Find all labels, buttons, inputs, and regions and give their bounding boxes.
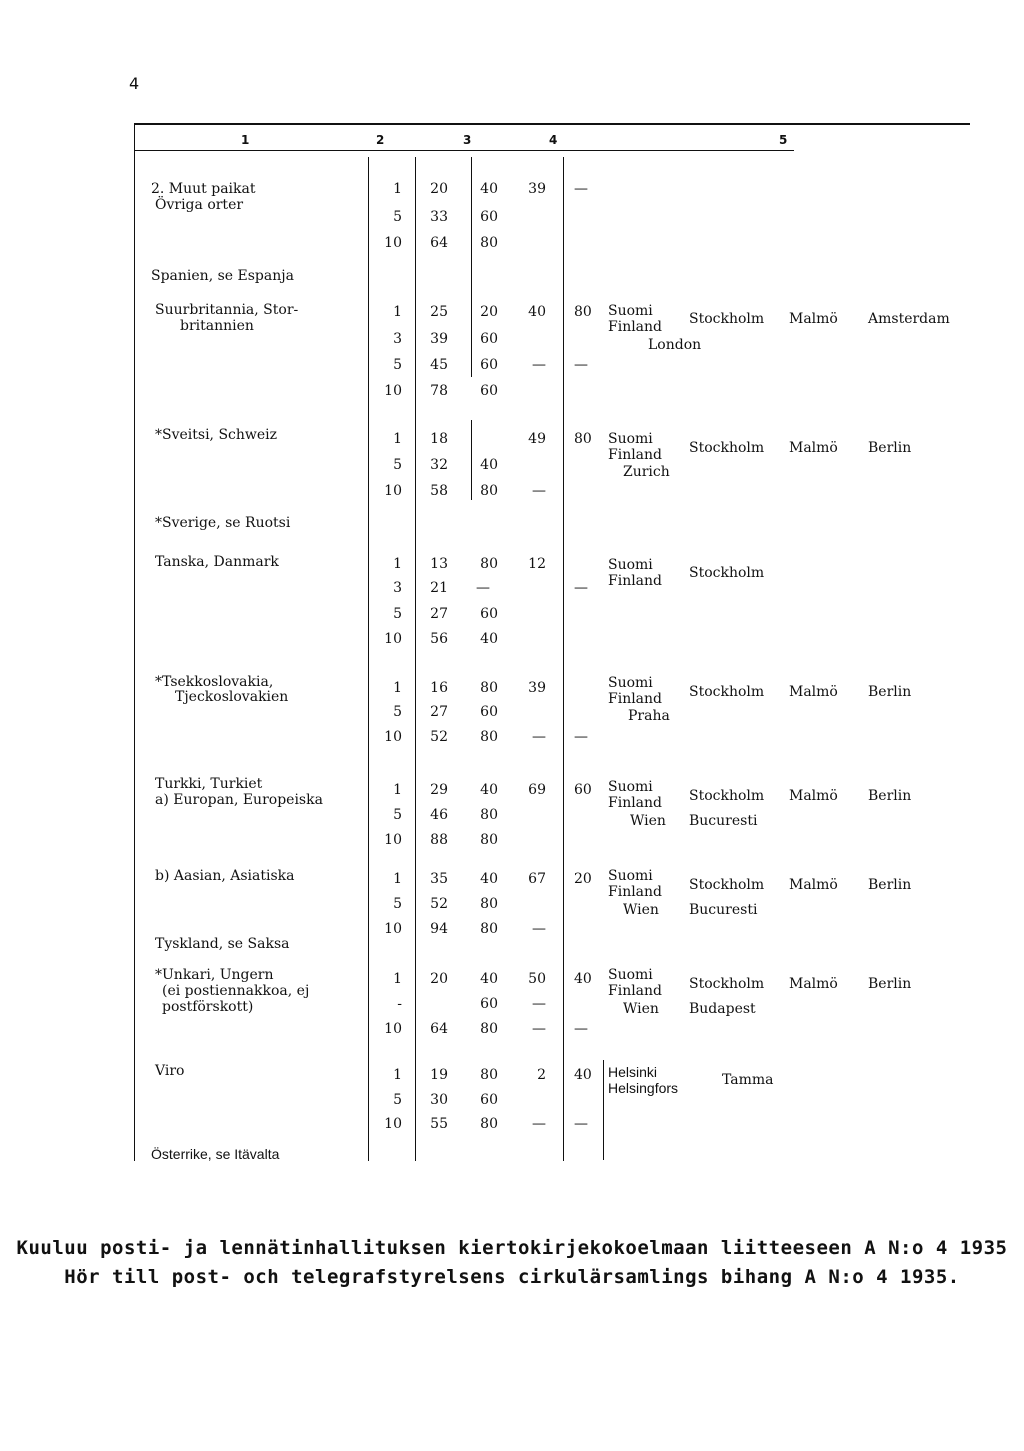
price: 25: [430, 304, 448, 320]
price: 88: [430, 832, 448, 848]
weight: 5: [393, 1092, 402, 1108]
weight: 10: [384, 1021, 402, 1037]
price: 80: [480, 235, 498, 251]
price: 94: [430, 921, 448, 937]
row-name: Övriga orter: [155, 197, 244, 213]
price: 40: [480, 971, 498, 987]
price: —: [574, 357, 588, 373]
price: 52: [430, 729, 448, 745]
route-via: Zurich: [623, 464, 670, 480]
price: 60: [480, 331, 498, 347]
price: 20: [480, 304, 498, 320]
price: 2: [537, 1067, 546, 1083]
price: 52: [430, 896, 448, 912]
price: 21: [430, 580, 448, 596]
price: 55: [430, 1116, 448, 1132]
route-city: Berlin: [868, 684, 912, 700]
route-via: Wien: [630, 813, 666, 829]
route-origin: Finland: [608, 573, 663, 589]
price: 80: [480, 807, 498, 823]
price: 20: [430, 971, 448, 987]
weight: 5: [393, 209, 402, 225]
weight: 10: [384, 832, 402, 848]
price: 58: [430, 483, 448, 499]
price: 19: [430, 1067, 448, 1083]
price: —: [532, 1116, 546, 1132]
price: 40: [480, 782, 498, 798]
price: 69: [528, 782, 546, 798]
price: 13: [430, 556, 448, 572]
route-city: Bucuresti: [689, 902, 758, 918]
route-origin: Suomi: [608, 557, 653, 573]
route-city: Stockholm: [689, 788, 765, 804]
weight: 5: [393, 896, 402, 912]
route-origin: Finland: [608, 884, 663, 900]
price: 40: [480, 457, 498, 473]
col-header-3: 3: [463, 133, 472, 147]
weight: 1: [393, 304, 402, 320]
row-name: Tjeckoslovakien: [175, 689, 289, 705]
weight: 1: [393, 782, 402, 798]
price: 60: [480, 996, 498, 1012]
price: 45: [430, 357, 448, 373]
price: 27: [430, 606, 448, 622]
route-via: Wien: [623, 902, 659, 918]
price: 16: [430, 680, 448, 696]
route-via: London: [648, 337, 702, 353]
price: —: [574, 181, 588, 197]
route-origin: Suomi: [608, 303, 653, 319]
price: 35: [430, 871, 448, 887]
row-name: Spanien, se Espanja: [151, 268, 294, 284]
weight: 1: [393, 971, 402, 987]
footer-finnish: Kuuluu posti- ja lennätinhallituksen kiertokirjekokoelmaan liitteeseen A N:o 4 1935: [16, 1237, 1008, 1259]
weight: 1: [393, 680, 402, 696]
row-name: *Sveitsi, Schweiz: [155, 427, 278, 443]
weight: 10: [384, 1116, 402, 1132]
price: 80: [480, 921, 498, 937]
route-origin: Suomi: [608, 868, 653, 884]
weight: 5: [393, 704, 402, 720]
row-name: 2. Muut paikat: [151, 181, 256, 197]
price: 20: [574, 871, 592, 887]
price: 49: [528, 431, 546, 447]
route-city: Malmö: [789, 976, 838, 992]
row-name: Suurbritannia, Stor-: [155, 302, 299, 318]
price: 78: [430, 383, 448, 399]
route-city: Bucuresti: [689, 813, 758, 829]
price: 33: [430, 209, 448, 225]
weight: 10: [384, 921, 402, 937]
row-name: Turkki, Turkiet: [155, 776, 263, 792]
route-origin: Finland: [608, 447, 663, 463]
price: 40: [480, 181, 498, 197]
price: 67: [528, 871, 546, 887]
route-city: Stockholm: [689, 877, 765, 893]
price: 29: [430, 782, 448, 798]
price: 60: [574, 782, 592, 798]
weight: 5: [393, 457, 402, 473]
row-name: (ei postiennakkoa, ej: [162, 983, 310, 999]
weight: 5: [393, 606, 402, 622]
route-city: Malmö: [789, 684, 838, 700]
price: 20: [430, 181, 448, 197]
col-divider-4: [563, 157, 564, 1161]
price: —: [476, 580, 490, 596]
route-city: Berlin: [868, 788, 912, 804]
price: 30: [430, 1092, 448, 1108]
route-origin: Suomi: [608, 675, 653, 691]
route-via: Wien: [623, 1001, 659, 1017]
route-city: Malmö: [789, 788, 838, 804]
price: 60: [480, 383, 498, 399]
price: 40: [480, 871, 498, 887]
price: —: [574, 729, 588, 745]
price: —: [532, 1021, 546, 1037]
price: 12: [528, 556, 546, 572]
weight: 10: [384, 383, 402, 399]
route-city: Berlin: [868, 440, 912, 456]
route-city: Stockholm: [689, 311, 765, 327]
route-origin: Suomi: [608, 967, 653, 983]
price: 60: [480, 209, 498, 225]
price: 18: [430, 431, 448, 447]
route-via: Praha: [628, 708, 670, 724]
weight: 5: [393, 357, 402, 373]
price: 80: [480, 1116, 498, 1132]
route-city: Berlin: [868, 976, 912, 992]
price: 80: [480, 896, 498, 912]
price: 46: [430, 807, 448, 823]
price: 60: [480, 1092, 498, 1108]
row-name: Tyskland, se Saksa: [155, 936, 290, 952]
route-city: Stockholm: [689, 565, 765, 581]
row-name: Österrike, se Itävalta: [151, 1146, 280, 1162]
weight: 10: [384, 729, 402, 745]
route-city: Stockholm: [689, 976, 765, 992]
route-city: Malmö: [789, 311, 838, 327]
row-name: a) Europan, Europeiska: [155, 792, 323, 808]
route-origin: Suomi: [608, 779, 653, 795]
col-divider-5: [603, 1060, 604, 1160]
route-city: Amsterdam: [868, 311, 950, 327]
price: 60: [480, 357, 498, 373]
route-city: Berlin: [868, 877, 912, 893]
route-city: Tamma: [722, 1072, 774, 1088]
price: 80: [480, 1021, 498, 1037]
row-name: Viro: [155, 1063, 185, 1079]
col-divider-1: [368, 157, 369, 1161]
row-name: *Sverige, se Ruotsi: [155, 515, 291, 531]
weight: 10: [384, 483, 402, 499]
price: 80: [574, 431, 592, 447]
price: 32: [430, 457, 448, 473]
top-rule: [134, 123, 970, 125]
price: —: [574, 1116, 588, 1132]
route-origin: Finland: [608, 983, 663, 999]
row-name: b) Aasian, Asiatiska: [155, 868, 295, 884]
price: 80: [480, 729, 498, 745]
price: 39: [430, 331, 448, 347]
price: 40: [574, 971, 592, 987]
price: —: [532, 483, 546, 499]
row-name: Tanska, Danmark: [155, 554, 279, 570]
weight: 1: [393, 1067, 402, 1083]
price: —: [574, 580, 588, 596]
route-origin: Helsinki: [608, 1064, 658, 1080]
price: —: [532, 921, 546, 937]
price: —: [532, 996, 546, 1012]
route-city: Stockholm: [689, 684, 765, 700]
price: —: [532, 729, 546, 745]
weight: 1: [393, 871, 402, 887]
weight: 1: [393, 556, 402, 572]
row-name: britannien: [180, 318, 254, 334]
col-divider-2: [415, 157, 416, 1161]
price: 80: [480, 680, 498, 696]
price: 27: [430, 704, 448, 720]
col-header-2: 2: [376, 133, 385, 147]
price: 64: [430, 235, 448, 251]
route-origin: Finland: [608, 319, 663, 335]
route-city: Budapest: [689, 1001, 756, 1017]
price: 60: [480, 704, 498, 720]
weight: 3: [393, 331, 402, 347]
weight: 5: [393, 807, 402, 823]
route-origin: Finland: [608, 691, 663, 707]
col-header-5: 5: [779, 133, 788, 147]
route-origin: Helsingfors: [608, 1080, 679, 1096]
price: 39: [528, 181, 546, 197]
footer-swedish: Hör till post- och telegrafstyrelsens cirkulärsamlings bihang A N:o 4 1935.: [64, 1266, 960, 1288]
price: 80: [480, 483, 498, 499]
route-origin: Finland: [608, 795, 663, 811]
row-name: *Tsekkoslovakia,: [155, 674, 274, 690]
price: 80: [480, 556, 498, 572]
price: 80: [480, 832, 498, 848]
weight: 10: [384, 235, 402, 251]
price: 80: [480, 1067, 498, 1083]
price: 50: [528, 971, 546, 987]
price: 40: [528, 304, 546, 320]
row-name: postförskott): [162, 999, 254, 1015]
route-origin: Suomi: [608, 431, 653, 447]
price: 39: [528, 680, 546, 696]
route-city: Malmö: [789, 877, 838, 893]
route-city: Stockholm: [689, 440, 765, 456]
price: —: [532, 357, 546, 373]
price: 40: [574, 1067, 592, 1083]
left-border: [134, 123, 135, 1161]
col-header-4: 4: [549, 133, 558, 147]
price: 64: [430, 1021, 448, 1037]
price: 80: [574, 304, 592, 320]
col-header-1: 1: [241, 133, 250, 147]
route-city: Malmö: [789, 440, 838, 456]
price: —: [574, 1021, 588, 1037]
weight: 3: [393, 580, 402, 596]
price: 56: [430, 631, 448, 647]
row-name: *Unkari, Ungern: [155, 967, 274, 983]
weight: 1: [393, 431, 402, 447]
price: 60: [480, 606, 498, 622]
page-number: 4: [129, 74, 140, 93]
weight: 1: [393, 181, 402, 197]
weight: -: [397, 996, 402, 1012]
header-rule: [134, 150, 794, 151]
weight: 10: [384, 631, 402, 647]
price: 40: [480, 631, 498, 647]
